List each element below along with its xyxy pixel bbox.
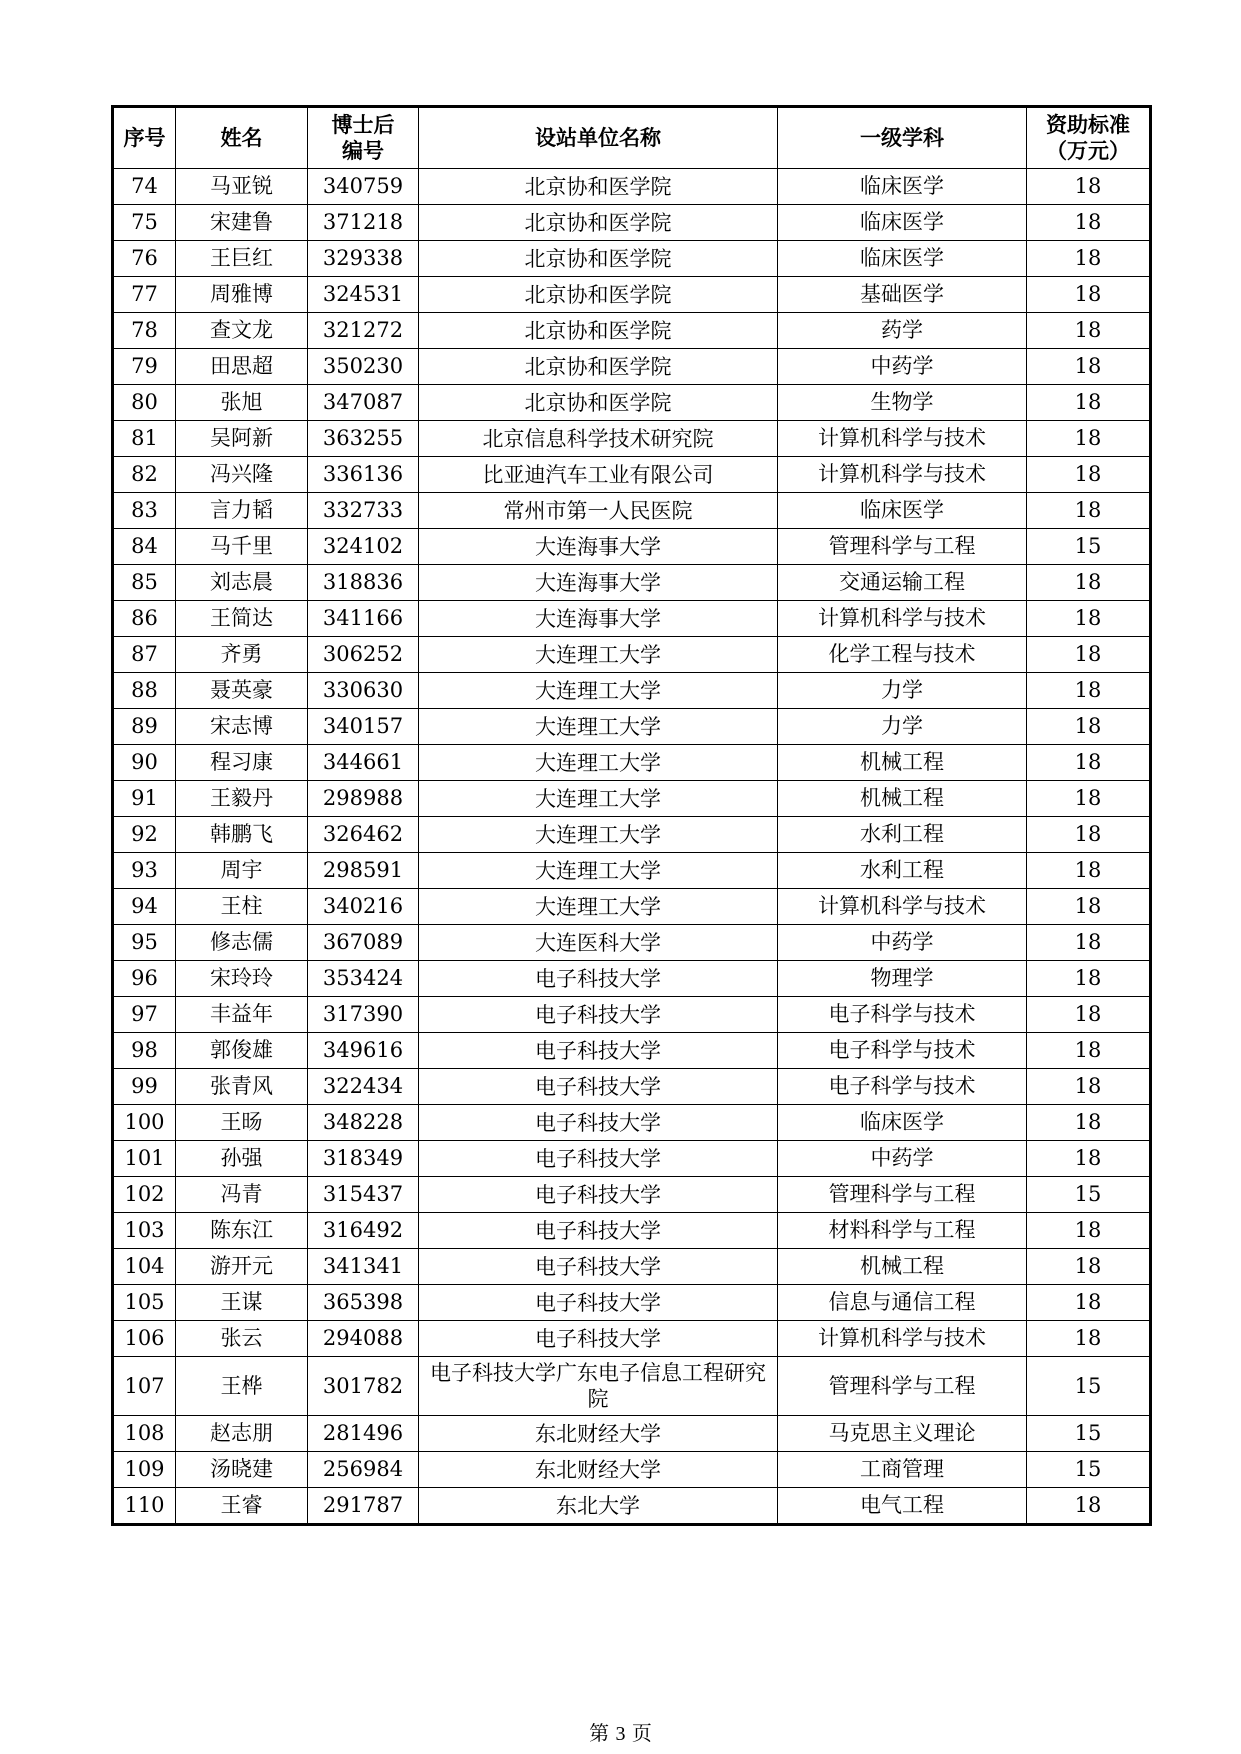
- cell-name: 赵志朋: [176, 1416, 308, 1452]
- cell-postdoc-id: 347087: [308, 385, 419, 421]
- cell-funding: 15: [1027, 1452, 1151, 1488]
- cell-discipline: 管理科学与工程: [778, 529, 1027, 565]
- cell-name: 孙强: [176, 1141, 308, 1177]
- cell-name: 张青风: [176, 1069, 308, 1105]
- cell-name: 修志儒: [176, 925, 308, 961]
- cell-name: 汤晓建: [176, 1452, 308, 1488]
- cell-unit: 北京协和医学院: [419, 349, 778, 385]
- cell-name: 韩鹏飞: [176, 817, 308, 853]
- cell-discipline: 临床医学: [778, 241, 1027, 277]
- cell-discipline: 中药学: [778, 925, 1027, 961]
- cell-postdoc-id: 365398: [308, 1285, 419, 1321]
- table-row: [113, 961, 1151, 997]
- cell-no: 93: [113, 853, 176, 889]
- cell-funding: 18: [1027, 673, 1151, 709]
- cell-funding: 18: [1027, 817, 1151, 853]
- cell-unit: 大连理工大学: [419, 637, 778, 673]
- cell-unit: 北京信息科学技术研究院: [419, 421, 778, 457]
- cell-discipline: 计算机科学与技术: [778, 457, 1027, 493]
- cell-no: 86: [113, 601, 176, 637]
- cell-name: 齐勇: [176, 637, 308, 673]
- cell-no: 106: [113, 1321, 176, 1357]
- cell-discipline: 物理学: [778, 961, 1027, 997]
- cell-no: 91: [113, 781, 176, 817]
- cell-no: 75: [113, 205, 176, 241]
- table-row: [113, 1488, 1151, 1525]
- cell-name: 宋玲玲: [176, 961, 308, 997]
- cell-name: 查文龙: [176, 313, 308, 349]
- cell-no: 102: [113, 1177, 176, 1213]
- cell-name: 田思超: [176, 349, 308, 385]
- table-row: [113, 853, 1151, 889]
- cell-funding: 18: [1027, 1105, 1151, 1141]
- cell-unit: 比亚迪汽车工业有限公司: [419, 457, 778, 493]
- cell-discipline: 临床医学: [778, 1105, 1027, 1141]
- cell-unit: 大连理工大学: [419, 745, 778, 781]
- cell-no: 85: [113, 565, 176, 601]
- table-header-row: [113, 107, 1151, 169]
- cell-funding: 18: [1027, 1285, 1151, 1321]
- table-row: [113, 1249, 1151, 1285]
- cell-funding: 18: [1027, 241, 1151, 277]
- cell-postdoc-id: 317390: [308, 997, 419, 1033]
- cell-no: 80: [113, 385, 176, 421]
- table-row: [113, 313, 1151, 349]
- cell-unit: 北京协和医学院: [419, 277, 778, 313]
- table-row: [113, 385, 1151, 421]
- cell-funding: 18: [1027, 169, 1151, 205]
- cell-funding: 18: [1027, 349, 1151, 385]
- cell-postdoc-id: 341341: [308, 1249, 419, 1285]
- table-row: [113, 673, 1151, 709]
- cell-no: 99: [113, 1069, 176, 1105]
- page-number: 3: [615, 1723, 626, 1745]
- cell-discipline: 水利工程: [778, 853, 1027, 889]
- cell-unit: 大连理工大学: [419, 673, 778, 709]
- cell-unit: 大连海事大学: [419, 601, 778, 637]
- cell-discipline: 力学: [778, 709, 1027, 745]
- table-row: [113, 925, 1151, 961]
- cell-funding: 18: [1027, 601, 1151, 637]
- cell-funding: 18: [1027, 313, 1151, 349]
- page-footer: [0, 1717, 1241, 1746]
- cell-postdoc-id: 301782: [308, 1357, 419, 1416]
- cell-postdoc-id: 318349: [308, 1141, 419, 1177]
- cell-postdoc-id: 349616: [308, 1033, 419, 1069]
- cell-unit: 电子科技大学: [419, 1213, 778, 1249]
- cell-funding: 18: [1027, 565, 1151, 601]
- table-row: [113, 1321, 1151, 1357]
- cell-discipline: 生物学: [778, 385, 1027, 421]
- table-row: [113, 709, 1151, 745]
- cell-funding: 15: [1027, 1416, 1151, 1452]
- cell-postdoc-id: 291787: [308, 1488, 419, 1525]
- cell-discipline: 中药学: [778, 349, 1027, 385]
- table-row: [113, 1285, 1151, 1321]
- header-postdoc-id: 博士后编号: [308, 107, 419, 169]
- cell-no: 97: [113, 997, 176, 1033]
- cell-unit: 电子科技大学: [419, 1033, 778, 1069]
- cell-no: 92: [113, 817, 176, 853]
- cell-funding: 18: [1027, 1069, 1151, 1105]
- table-row: [113, 781, 1151, 817]
- table-row: [113, 349, 1151, 385]
- cell-postdoc-id: 340759: [308, 169, 419, 205]
- cell-funding: 18: [1027, 493, 1151, 529]
- cell-unit: 大连理工大学: [419, 709, 778, 745]
- cell-no: 77: [113, 277, 176, 313]
- cell-unit: 北京协和医学院: [419, 313, 778, 349]
- cell-discipline: 计算机科学与技术: [778, 1321, 1027, 1357]
- cell-unit: 大连海事大学: [419, 565, 778, 601]
- cell-no: 100: [113, 1105, 176, 1141]
- table-row: [113, 421, 1151, 457]
- cell-unit: 大连海事大学: [419, 529, 778, 565]
- cell-discipline: 临床医学: [778, 169, 1027, 205]
- cell-name: 马亚锐: [176, 169, 308, 205]
- cell-postdoc-id: 281496: [308, 1416, 419, 1452]
- cell-discipline: 电气工程: [778, 1488, 1027, 1525]
- cell-no: 90: [113, 745, 176, 781]
- cell-funding: 18: [1027, 1321, 1151, 1357]
- cell-postdoc-id: 336136: [308, 457, 419, 493]
- cell-unit: 电子科技大学: [419, 1141, 778, 1177]
- cell-funding: 18: [1027, 1141, 1151, 1177]
- cell-funding: 15: [1027, 1357, 1151, 1416]
- cell-funding: 18: [1027, 1033, 1151, 1069]
- cell-no: 108: [113, 1416, 176, 1452]
- cell-unit: 大连理工大学: [419, 853, 778, 889]
- cell-funding: 18: [1027, 1213, 1151, 1249]
- cell-funding: 18: [1027, 889, 1151, 925]
- cell-postdoc-id: 321272: [308, 313, 419, 349]
- cell-no: 107: [113, 1357, 176, 1416]
- cell-postdoc-id: 256984: [308, 1452, 419, 1488]
- cell-name: 丰益年: [176, 997, 308, 1033]
- cell-name: 宋建鲁: [176, 205, 308, 241]
- cell-name: 言力韬: [176, 493, 308, 529]
- cell-unit: 电子科技大学: [419, 1249, 778, 1285]
- table-row: [113, 1141, 1151, 1177]
- cell-unit: 大连理工大学: [419, 817, 778, 853]
- cell-funding: 18: [1027, 1249, 1151, 1285]
- table-row: [113, 277, 1151, 313]
- table-row: [113, 889, 1151, 925]
- footer-prefix: 第: [589, 1721, 610, 1745]
- table-row: [113, 1033, 1151, 1069]
- cell-funding: 15: [1027, 529, 1151, 565]
- cell-funding: 18: [1027, 457, 1151, 493]
- cell-postdoc-id: 315437: [308, 1177, 419, 1213]
- cell-postdoc-id: 298988: [308, 781, 419, 817]
- cell-discipline: 中药学: [778, 1141, 1027, 1177]
- cell-name: 王毅丹: [176, 781, 308, 817]
- cell-funding: 18: [1027, 745, 1151, 781]
- cell-unit: 电子科技大学: [419, 1285, 778, 1321]
- cell-postdoc-id: 298591: [308, 853, 419, 889]
- cell-no: 89: [113, 709, 176, 745]
- cell-name: 周雅博: [176, 277, 308, 313]
- cell-no: 109: [113, 1452, 176, 1488]
- table-row: [113, 169, 1151, 205]
- table-row: [113, 1069, 1151, 1105]
- cell-name: 王简达: [176, 601, 308, 637]
- cell-discipline: 力学: [778, 673, 1027, 709]
- table-row: [113, 817, 1151, 853]
- cell-postdoc-id: 340216: [308, 889, 419, 925]
- cell-name: 王柱: [176, 889, 308, 925]
- cell-postdoc-id: 316492: [308, 1213, 419, 1249]
- cell-no: 78: [113, 313, 176, 349]
- cell-funding: 18: [1027, 997, 1151, 1033]
- cell-discipline: 马克思主义理论: [778, 1416, 1027, 1452]
- cell-discipline: 计算机科学与技术: [778, 421, 1027, 457]
- cell-name: 王谋: [176, 1285, 308, 1321]
- cell-unit: 北京协和医学院: [419, 169, 778, 205]
- cell-no: 101: [113, 1141, 176, 1177]
- cell-funding: 18: [1027, 205, 1151, 241]
- cell-unit: 东北财经大学: [419, 1452, 778, 1488]
- header-unit: 设站单位名称: [419, 107, 778, 169]
- cell-name: 张旭: [176, 385, 308, 421]
- footer-suffix: 页: [631, 1721, 652, 1745]
- cell-no: 83: [113, 493, 176, 529]
- cell-unit: 电子科技大学广东电子信息工程研究院: [419, 1357, 778, 1416]
- cell-unit: 电子科技大学: [419, 1177, 778, 1213]
- header-name: 姓名: [176, 107, 308, 169]
- cell-postdoc-id: 344661: [308, 745, 419, 781]
- cell-postdoc-id: 318836: [308, 565, 419, 601]
- cell-funding: 18: [1027, 925, 1151, 961]
- header-discipline: 一级学科: [778, 107, 1027, 169]
- table-row: [113, 1416, 1151, 1452]
- cell-name: 陈东江: [176, 1213, 308, 1249]
- cell-postdoc-id: 363255: [308, 421, 419, 457]
- table-row: [113, 493, 1151, 529]
- cell-discipline: 机械工程: [778, 781, 1027, 817]
- cell-name: 张云: [176, 1321, 308, 1357]
- cell-funding: 18: [1027, 1488, 1151, 1525]
- cell-discipline: 管理科学与工程: [778, 1357, 1027, 1416]
- cell-discipline: 计算机科学与技术: [778, 889, 1027, 925]
- cell-postdoc-id: 322434: [308, 1069, 419, 1105]
- cell-no: 104: [113, 1249, 176, 1285]
- cell-name: 刘志晨: [176, 565, 308, 601]
- table-row: [113, 745, 1151, 781]
- cell-discipline: 基础医学: [778, 277, 1027, 313]
- cell-discipline: 交通运输工程: [778, 565, 1027, 601]
- cell-unit: 常州市第一人民医院: [419, 493, 778, 529]
- cell-unit: 大连医科大学: [419, 925, 778, 961]
- cell-postdoc-id: 329338: [308, 241, 419, 277]
- table-row: [113, 205, 1151, 241]
- cell-funding: 15: [1027, 1177, 1151, 1213]
- cell-funding: 18: [1027, 421, 1151, 457]
- cell-postdoc-id: 324102: [308, 529, 419, 565]
- cell-postdoc-id: 332733: [308, 493, 419, 529]
- cell-funding: 18: [1027, 961, 1151, 997]
- table-row: [113, 529, 1151, 565]
- table-row: [113, 1357, 1151, 1416]
- cell-postdoc-id: 324531: [308, 277, 419, 313]
- cell-postdoc-id: 350230: [308, 349, 419, 385]
- cell-funding: 18: [1027, 277, 1151, 313]
- cell-name: 周宇: [176, 853, 308, 889]
- cell-no: 74: [113, 169, 176, 205]
- table-row: [113, 457, 1151, 493]
- table-row: [113, 601, 1151, 637]
- cell-unit: 大连理工大学: [419, 781, 778, 817]
- cell-funding: 18: [1027, 853, 1151, 889]
- table-body: [113, 169, 1151, 1525]
- cell-unit: 大连理工大学: [419, 889, 778, 925]
- cell-name: 王巨红: [176, 241, 308, 277]
- cell-discipline: 化学工程与技术: [778, 637, 1027, 673]
- cell-discipline: 材料科学与工程: [778, 1213, 1027, 1249]
- cell-no: 103: [113, 1213, 176, 1249]
- cell-name: 冯青: [176, 1177, 308, 1213]
- cell-funding: 18: [1027, 781, 1151, 817]
- cell-no: 96: [113, 961, 176, 997]
- cell-unit: 电子科技大学: [419, 997, 778, 1033]
- table-row: [113, 565, 1151, 601]
- cell-name: 郭俊雄: [176, 1033, 308, 1069]
- cell-postdoc-id: 353424: [308, 961, 419, 997]
- cell-no: 82: [113, 457, 176, 493]
- cell-discipline: 管理科学与工程: [778, 1177, 1027, 1213]
- cell-unit: 北京协和医学院: [419, 205, 778, 241]
- cell-postdoc-id: 294088: [308, 1321, 419, 1357]
- cell-funding: 18: [1027, 385, 1151, 421]
- cell-discipline: 计算机科学与技术: [778, 601, 1027, 637]
- header-no: 序号: [113, 107, 176, 169]
- cell-unit: 电子科技大学: [419, 1069, 778, 1105]
- table-row: [113, 1452, 1151, 1488]
- cell-no: 87: [113, 637, 176, 673]
- cell-postdoc-id: 348228: [308, 1105, 419, 1141]
- cell-discipline: 工商管理: [778, 1452, 1027, 1488]
- cell-no: 95: [113, 925, 176, 961]
- cell-no: 88: [113, 673, 176, 709]
- cell-funding: 18: [1027, 637, 1151, 673]
- cell-name: 聂英豪: [176, 673, 308, 709]
- cell-unit: 电子科技大学: [419, 1321, 778, 1357]
- table-row: [113, 637, 1151, 673]
- cell-discipline: 机械工程: [778, 745, 1027, 781]
- cell-discipline: 电子科学与技术: [778, 997, 1027, 1033]
- cell-postdoc-id: 340157: [308, 709, 419, 745]
- cell-name: 马千里: [176, 529, 308, 565]
- cell-discipline: 临床医学: [778, 493, 1027, 529]
- table-row: [113, 1213, 1151, 1249]
- cell-discipline: 信息与通信工程: [778, 1285, 1027, 1321]
- cell-no: 94: [113, 889, 176, 925]
- cell-name: 王旸: [176, 1105, 308, 1141]
- cell-postdoc-id: 326462: [308, 817, 419, 853]
- cell-name: 王桦: [176, 1357, 308, 1416]
- cell-postdoc-id: 306252: [308, 637, 419, 673]
- cell-no: 98: [113, 1033, 176, 1069]
- cell-postdoc-id: 367089: [308, 925, 419, 961]
- cell-name: 王睿: [176, 1488, 308, 1525]
- cell-discipline: 电子科学与技术: [778, 1069, 1027, 1105]
- cell-unit: 电子科技大学: [419, 1105, 778, 1141]
- cell-no: 105: [113, 1285, 176, 1321]
- cell-no: 76: [113, 241, 176, 277]
- cell-discipline: 机械工程: [778, 1249, 1027, 1285]
- table-row: [113, 241, 1151, 277]
- cell-unit: 北京协和医学院: [419, 385, 778, 421]
- cell-name: 冯兴隆: [176, 457, 308, 493]
- cell-unit: 东北财经大学: [419, 1416, 778, 1452]
- cell-postdoc-id: 330630: [308, 673, 419, 709]
- cell-discipline: 临床医学: [778, 205, 1027, 241]
- cell-no: 79: [113, 349, 176, 385]
- cell-unit: 北京协和医学院: [419, 241, 778, 277]
- funding-table: [111, 105, 1152, 1526]
- cell-postdoc-id: 341166: [308, 601, 419, 637]
- cell-name: 游开元: [176, 1249, 308, 1285]
- cell-discipline: 水利工程: [778, 817, 1027, 853]
- cell-no: 110: [113, 1488, 176, 1525]
- table-row: [113, 1105, 1151, 1141]
- cell-funding: 18: [1027, 709, 1151, 745]
- header-funding: 资助标准（万元）: [1027, 107, 1151, 169]
- cell-name: 吴阿新: [176, 421, 308, 457]
- cell-name: 程习康: [176, 745, 308, 781]
- cell-name: 宋志博: [176, 709, 308, 745]
- cell-no: 81: [113, 421, 176, 457]
- cell-discipline: 电子科学与技术: [778, 1033, 1027, 1069]
- table-row: [113, 997, 1151, 1033]
- cell-no: 84: [113, 529, 176, 565]
- table-row: [113, 1177, 1151, 1213]
- cell-discipline: 药学: [778, 313, 1027, 349]
- cell-postdoc-id: 371218: [308, 205, 419, 241]
- cell-unit: 电子科技大学: [419, 961, 778, 997]
- cell-unit: 东北大学: [419, 1488, 778, 1525]
